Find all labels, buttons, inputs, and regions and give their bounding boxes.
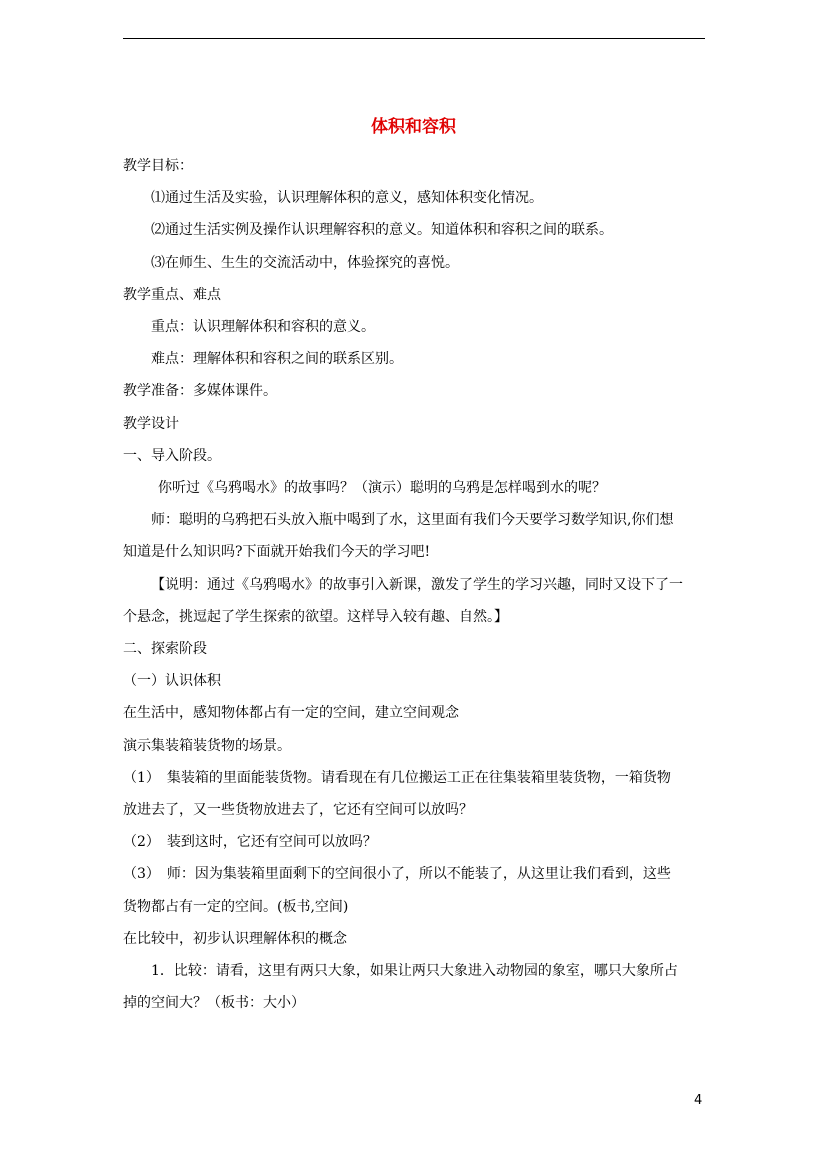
line-step-3a: （3） 师：因为集装箱里面剩下的空间很小了，所以不能装了，从这里让我们看到，这些 bbox=[123, 866, 671, 883]
document-body bbox=[123, 150, 705, 1019]
line-step-1b: 放进去了，又一些货物放进去了，它还有空间可以放吗？ bbox=[123, 802, 473, 819]
header-rule bbox=[123, 38, 705, 39]
line-section-2-heading: 二、探索阶段 bbox=[123, 641, 207, 658]
line-difficult-point: 难点：理解体积和容积之间的联系区别。 bbox=[151, 351, 403, 368]
line-note-1: 【说明：通过《乌鸦喝水》的故事引入新课，激发了学生的学习兴趣，同时又设下了一 bbox=[151, 576, 683, 593]
line-teacher-intro-1: 师：聪明的乌鸦把石头放入瓶中喝到了水，这里面有我们今天要学习数学知识,你们想 bbox=[151, 512, 674, 529]
line-section-1-heading: 一、导入阶段。 bbox=[123, 447, 221, 464]
line-step-3b: 货物都占有一定的空间。(板书,空间) bbox=[123, 898, 349, 915]
line-key-points-heading: 教学重点、难点 bbox=[123, 286, 221, 303]
line-teacher-intro-2: 知道是什么知识吗?下面就开始我们今天的学习吧! bbox=[123, 544, 431, 561]
page-number: 4 bbox=[694, 1093, 703, 1108]
line-step-2: （2） 装到这时，它还有空间可以放吗？ bbox=[123, 834, 377, 851]
line-compare-1a: 1．比较：请看，这里有两只大象，如果让两只大象进入动物园的象室，哪只大象所占 bbox=[151, 963, 678, 980]
line-compare-1b: 掉的空间大？（板书：大小） bbox=[123, 995, 305, 1012]
line-subsection-volume: （一）认识体积 bbox=[123, 673, 221, 690]
line-container-demo: 演示集装箱装货物的场景。 bbox=[123, 737, 291, 754]
line-goal-1: ⑴通过生活及实验，认识理解体积的意义，感知体积变化情况。 bbox=[151, 190, 543, 207]
line-key-point: 重点：认识理解体积和容积的意义。 bbox=[151, 319, 375, 336]
line-compare-heading: 在比较中，初步认识理解体积的概念 bbox=[123, 930, 347, 947]
line-step-1a: （1） 集装箱的里面能装货物。请看现在有几位搬运工正在往集装箱里装货物，一箱货物 bbox=[123, 769, 671, 786]
line-note-2: 个悬念，挑逗起了学生探索的欲望。这样导入较有趣、自然。】 bbox=[123, 608, 508, 625]
line-design-heading: 教学设计 bbox=[123, 415, 179, 432]
line-space-concept: 在生活中，感知物体都占有一定的空间，建立空间观念 bbox=[123, 705, 459, 722]
line-learning-goals-heading: 教学目标： bbox=[123, 158, 193, 174]
line-goal-3: ⑶在师生、生生的交流活动中，体验探究的喜悦。 bbox=[151, 254, 459, 271]
line-preparation: 教学准备：多媒体课件。 bbox=[123, 383, 277, 400]
line-crow-question: 你听过《乌鸦喝水》的故事吗？（演示）聪明的乌鸦是怎样喝到水的呢？ bbox=[158, 480, 606, 497]
page-title: 体积和容积 bbox=[371, 117, 456, 137]
line-goal-2: ⑵通过生活实例及操作认识理解容积的意义。知道体积和容积之间的联系。 bbox=[151, 222, 613, 239]
